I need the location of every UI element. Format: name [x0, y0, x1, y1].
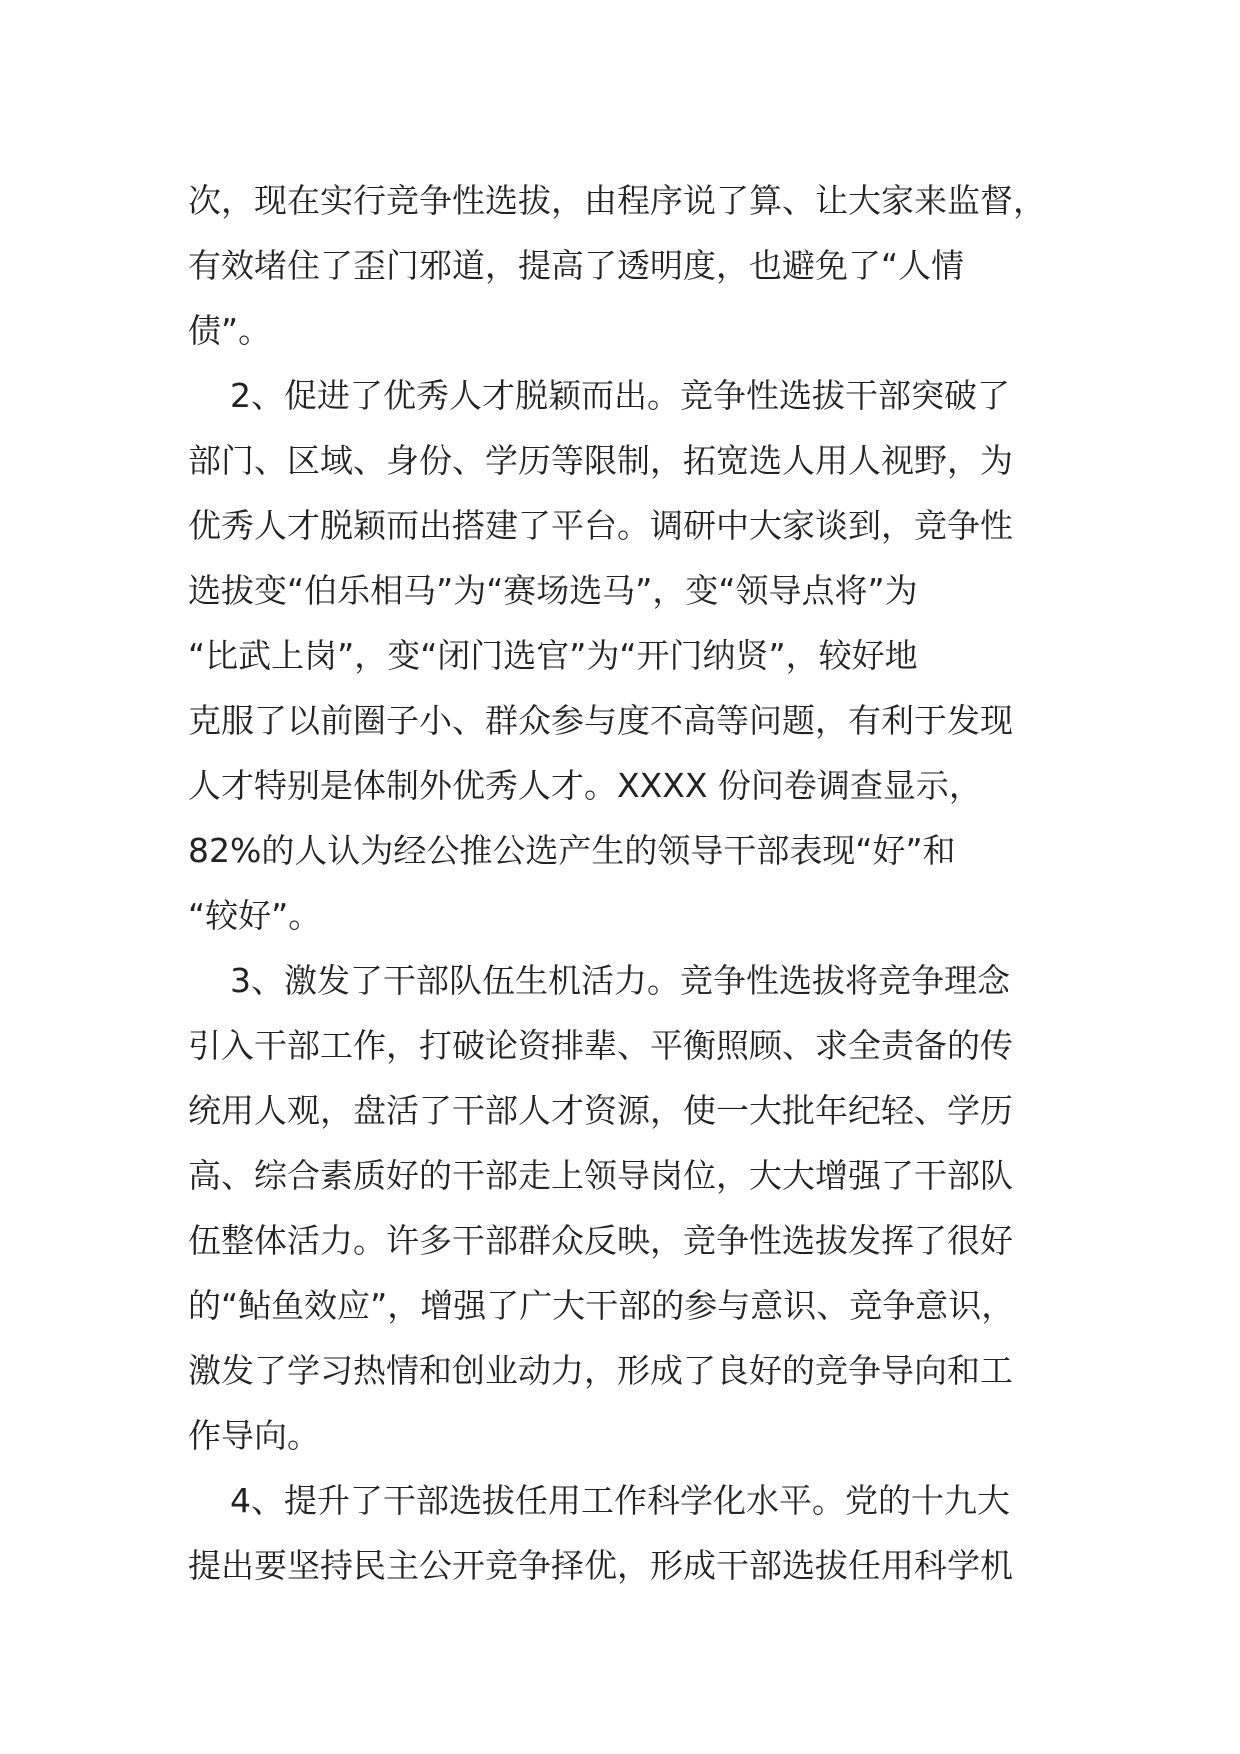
text-line: 债”。 — [188, 311, 272, 350]
paragraph-2-heading-line: 2、促进了优秀人才脱颖而出。竞争性选拔干部突破了 — [188, 376, 1010, 415]
text-line: 的“鲇鱼效应”，增强了广大干部的参与意识、竞争意识， — [188, 1286, 1015, 1325]
text-line: 人才特别是体制外优秀人才。XXXX 份问卷调查显示， — [188, 766, 982, 805]
text-line: 提出要坚持民主公开竞争择优，形成干部选拔任用科学机 — [188, 1546, 1013, 1585]
text-line: 统用人观，盘活了干部人才资源，使一大批年纪轻、学历 — [188, 1091, 1013, 1130]
text-line: 伍整体活力。许多干部群众反映，竞争性选拔发挥了很好 — [188, 1221, 1013, 1260]
text-line: 次，现在实行竞争性选拔，由程序说了算、让大家来监督， — [188, 181, 1046, 220]
text-line: 作导向。 — [188, 1416, 320, 1455]
text-line: “较好”。 — [188, 896, 322, 935]
paragraph-4-heading-line: 4、提升了干部选拔任用工作科学化水平。党的十九大 — [188, 1481, 1010, 1520]
text-line: 引入干部工作，打破论资排辈、平衡照顾、求全责备的传 — [188, 1026, 1013, 1065]
text-line: 激发了学习热情和创业动力，形成了良好的竞争导向和工 — [188, 1351, 1013, 1390]
text-line: 有效堵住了歪门邪道，提高了透明度，也避免了“人情 — [188, 246, 965, 285]
text-line: “比武上岗”，变“闭门选官”为“开门纳贤”，较好地 — [188, 636, 918, 675]
text-line: 克服了以前圈子小、群众参与度不高等问题，有利于发现 — [188, 701, 1013, 740]
text-line: 优秀人才脱颖而出搭建了平台。调研中大家谈到，竞争性 — [188, 506, 1013, 545]
paragraph-3-heading-line: 3、激发了干部队伍生机活力。竞争性选拔将竞争理念 — [188, 961, 1010, 1000]
text-line: 部门、区域、身份、学历等限制，拓宽选人用人视野，为 — [188, 441, 1013, 480]
text-line: 高、综合素质好的干部走上领导岗位，大大增强了干部队 — [188, 1156, 1013, 1195]
document-body — [188, 168, 1068, 1598]
text-line: 选拔变“伯乐相马”为“赛场选马”，变“领导点将”为 — [188, 571, 918, 610]
text-line: 82%的人认为经公推公选产生的领导干部表现“好”和 — [188, 831, 956, 870]
